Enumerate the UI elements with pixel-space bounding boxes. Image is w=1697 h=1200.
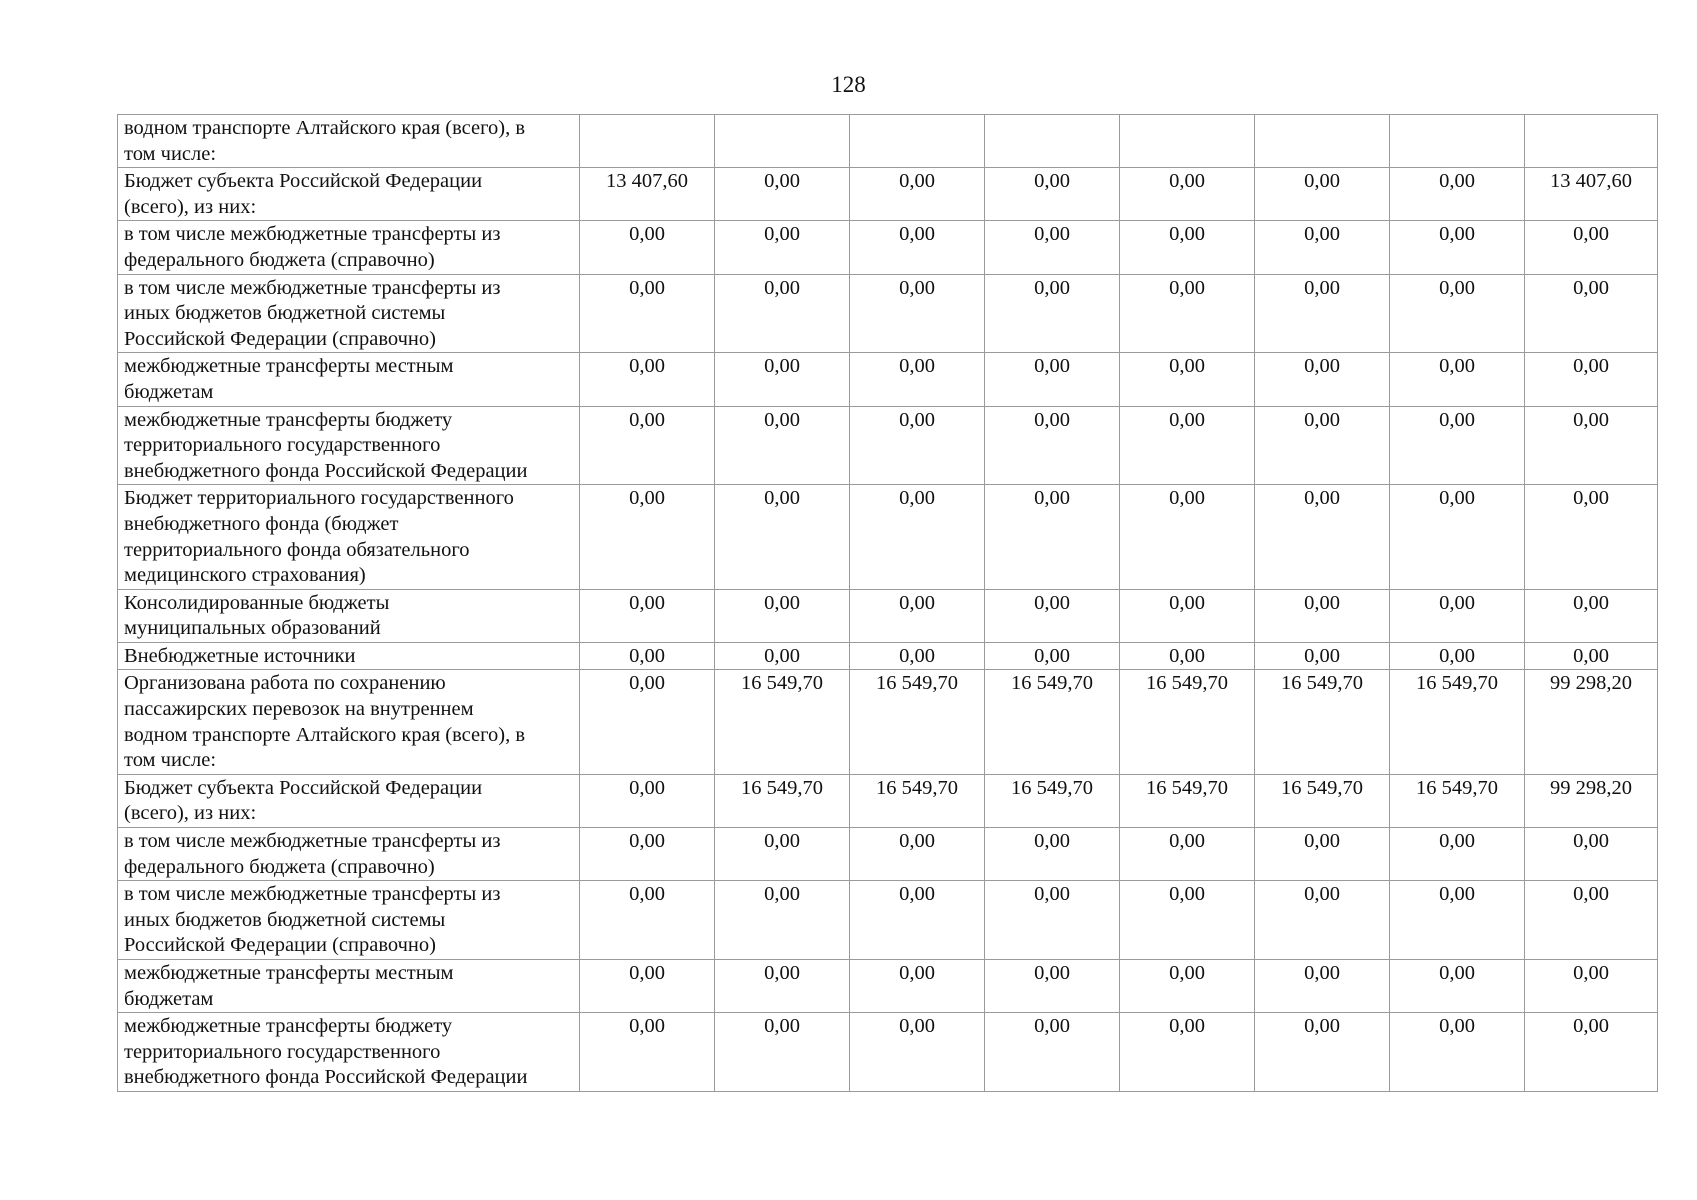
value-cell: 0,00 [1525, 274, 1658, 353]
table-row [118, 642, 1658, 670]
value-cell: 0,00 [850, 406, 985, 485]
value-cell: 0,00 [850, 485, 985, 589]
value-cell: 0,00 [1525, 485, 1658, 589]
row-label: Внебюджетные источники [118, 642, 580, 670]
value-cell: 0,00 [580, 774, 715, 827]
row-label: водном транспорте Алтайского края (всего), в том числе: [118, 115, 580, 168]
value-cell: 0,00 [715, 589, 850, 642]
row-label: межбюджетные трансферты местным бюджетам [118, 353, 580, 406]
value-cell: 0,00 [850, 589, 985, 642]
value-cell: 0,00 [985, 881, 1120, 960]
value-cell: 0,00 [1390, 960, 1525, 1013]
value-cell: 0,00 [1120, 221, 1255, 274]
value-cell [1390, 115, 1525, 168]
value-cell [1525, 115, 1658, 168]
value-cell: 0,00 [715, 353, 850, 406]
value-cell: 0,00 [715, 221, 850, 274]
value-cell: 0,00 [1525, 642, 1658, 670]
value-cell: 16 549,70 [1120, 670, 1255, 774]
value-cell: 0,00 [985, 828, 1120, 881]
value-cell: 0,00 [850, 881, 985, 960]
value-cell [1120, 115, 1255, 168]
value-cell: 0,00 [850, 353, 985, 406]
table-row [118, 828, 1658, 881]
table-row [118, 274, 1658, 353]
value-cell [580, 115, 715, 168]
value-cell: 0,00 [580, 828, 715, 881]
value-cell: 0,00 [1525, 1013, 1658, 1092]
value-cell: 0,00 [1255, 960, 1390, 1013]
row-label: межбюджетные трансферты бюджету территориального государственного внебюджетного фонда Российской Федерации [118, 406, 580, 485]
value-cell: 0,00 [985, 353, 1120, 406]
value-cell: 0,00 [1390, 589, 1525, 642]
value-cell: 0,00 [1390, 1013, 1525, 1092]
value-cell: 0,00 [1390, 168, 1525, 221]
table-row [118, 1013, 1658, 1092]
value-cell: 0,00 [1390, 881, 1525, 960]
value-cell: 0,00 [715, 1013, 850, 1092]
value-cell: 16 549,70 [1255, 774, 1390, 827]
value-cell: 0,00 [1390, 642, 1525, 670]
value-cell: 99 298,20 [1525, 774, 1658, 827]
value-cell [715, 115, 850, 168]
value-cell: 0,00 [1255, 642, 1390, 670]
value-cell: 0,00 [1390, 221, 1525, 274]
row-label: Бюджет субъекта Российской Федерации (всего), из них: [118, 168, 580, 221]
table-row [118, 168, 1658, 221]
value-cell: 0,00 [1120, 406, 1255, 485]
value-cell: 16 549,70 [985, 670, 1120, 774]
table-row [118, 670, 1658, 774]
value-cell: 0,00 [580, 274, 715, 353]
table-row [118, 221, 1658, 274]
row-label: в том числе межбюджетные трансферты из иных бюджетов бюджетной системы Российской Федерации (справочно) [118, 881, 580, 960]
value-cell: 13 407,60 [1525, 168, 1658, 221]
table-row [118, 589, 1658, 642]
value-cell: 0,00 [985, 274, 1120, 353]
value-cell: 16 549,70 [1255, 670, 1390, 774]
budget-table [117, 114, 1658, 1092]
table-row [118, 485, 1658, 589]
value-cell: 0,00 [715, 274, 850, 353]
value-cell: 0,00 [1390, 406, 1525, 485]
value-cell: 0,00 [1120, 1013, 1255, 1092]
value-cell: 0,00 [1525, 406, 1658, 485]
table-body [118, 115, 1658, 1092]
value-cell: 0,00 [580, 670, 715, 774]
row-label: Консолидированные бюджеты муниципальных образований [118, 589, 580, 642]
table-row [118, 881, 1658, 960]
table-row [118, 406, 1658, 485]
value-cell: 99 298,20 [1525, 670, 1658, 774]
value-cell: 0,00 [715, 881, 850, 960]
value-cell: 0,00 [1255, 353, 1390, 406]
table-row [118, 774, 1658, 827]
row-label: Бюджет субъекта Российской Федерации (всего), из них: [118, 774, 580, 827]
value-cell: 0,00 [1390, 828, 1525, 881]
value-cell: 0,00 [1120, 828, 1255, 881]
value-cell: 0,00 [850, 828, 985, 881]
value-cell: 0,00 [580, 960, 715, 1013]
value-cell: 0,00 [850, 221, 985, 274]
value-cell: 0,00 [580, 221, 715, 274]
value-cell: 16 549,70 [1390, 670, 1525, 774]
value-cell: 0,00 [1255, 221, 1390, 274]
value-cell: 0,00 [985, 485, 1120, 589]
value-cell: 0,00 [985, 960, 1120, 1013]
row-label: межбюджетные трансферты бюджету территориального государственного внебюджетного фонда Российской Федерации [118, 1013, 580, 1092]
value-cell: 0,00 [1120, 274, 1255, 353]
value-cell: 0,00 [1255, 485, 1390, 589]
value-cell: 0,00 [985, 1013, 1120, 1092]
value-cell: 16 549,70 [715, 670, 850, 774]
value-cell: 0,00 [715, 406, 850, 485]
value-cell: 0,00 [850, 960, 985, 1013]
value-cell: 0,00 [985, 642, 1120, 670]
row-label: межбюджетные трансферты местным бюджетам [118, 960, 580, 1013]
value-cell: 0,00 [1525, 881, 1658, 960]
row-label: в том числе межбюджетные трансферты из федерального бюджета (справочно) [118, 221, 580, 274]
value-cell: 0,00 [715, 485, 850, 589]
value-cell: 0,00 [850, 642, 985, 670]
value-cell: 16 549,70 [985, 774, 1120, 827]
value-cell: 0,00 [1525, 828, 1658, 881]
value-cell: 0,00 [715, 828, 850, 881]
value-cell: 0,00 [850, 168, 985, 221]
value-cell: 0,00 [1390, 274, 1525, 353]
value-cell: 0,00 [1255, 274, 1390, 353]
table-row [118, 115, 1658, 168]
value-cell: 0,00 [1120, 589, 1255, 642]
value-cell: 0,00 [1120, 485, 1255, 589]
value-cell: 0,00 [580, 353, 715, 406]
table-row [118, 960, 1658, 1013]
value-cell: 16 549,70 [715, 774, 850, 827]
value-cell: 0,00 [985, 589, 1120, 642]
value-cell: 0,00 [580, 406, 715, 485]
value-cell: 16 549,70 [850, 670, 985, 774]
row-label: в том числе межбюджетные трансферты из федерального бюджета (справочно) [118, 828, 580, 881]
value-cell: 0,00 [715, 960, 850, 1013]
value-cell: 0,00 [1120, 960, 1255, 1013]
value-cell: 0,00 [1525, 960, 1658, 1013]
value-cell: 0,00 [1525, 589, 1658, 642]
value-cell: 0,00 [580, 589, 715, 642]
value-cell: 0,00 [1390, 353, 1525, 406]
row-label: Организована работа по сохранению пассажирских перевозок на внутреннем водном транспорте Алтайского края (всего), в том числе: [118, 670, 580, 774]
value-cell: 13 407,60 [580, 168, 715, 221]
value-cell: 0,00 [1120, 881, 1255, 960]
row-label: в том числе межбюджетные трансферты из иных бюджетов бюджетной системы Российской Федерации (справочно) [118, 274, 580, 353]
value-cell: 0,00 [850, 1013, 985, 1092]
value-cell: 0,00 [580, 1013, 715, 1092]
value-cell: 0,00 [580, 642, 715, 670]
value-cell: 0,00 [1525, 353, 1658, 406]
value-cell: 0,00 [850, 274, 985, 353]
value-cell: 0,00 [985, 406, 1120, 485]
value-cell: 0,00 [1255, 1013, 1390, 1092]
value-cell: 16 549,70 [1120, 774, 1255, 827]
value-cell: 0,00 [1255, 828, 1390, 881]
value-cell: 16 549,70 [850, 774, 985, 827]
page-number: 128 [831, 72, 866, 97]
value-cell: 0,00 [1255, 168, 1390, 221]
row-label: Бюджет территориального государственного внебюджетного фонда (бюджет территориального фонда обязательного медицинского страхования) [118, 485, 580, 589]
value-cell: 16 549,70 [1390, 774, 1525, 827]
value-cell [985, 115, 1120, 168]
value-cell: 0,00 [1120, 353, 1255, 406]
value-cell: 0,00 [1120, 642, 1255, 670]
value-cell: 0,00 [1390, 485, 1525, 589]
value-cell: 0,00 [1120, 168, 1255, 221]
value-cell: 0,00 [580, 485, 715, 589]
value-cell: 0,00 [715, 168, 850, 221]
value-cell: 0,00 [1255, 589, 1390, 642]
value-cell [1255, 115, 1390, 168]
value-cell: 0,00 [1255, 406, 1390, 485]
value-cell [850, 115, 985, 168]
value-cell: 0,00 [1255, 881, 1390, 960]
value-cell: 0,00 [580, 881, 715, 960]
value-cell: 0,00 [985, 221, 1120, 274]
value-cell: 0,00 [1525, 221, 1658, 274]
value-cell: 0,00 [985, 168, 1120, 221]
value-cell: 0,00 [715, 642, 850, 670]
table-row [118, 353, 1658, 406]
